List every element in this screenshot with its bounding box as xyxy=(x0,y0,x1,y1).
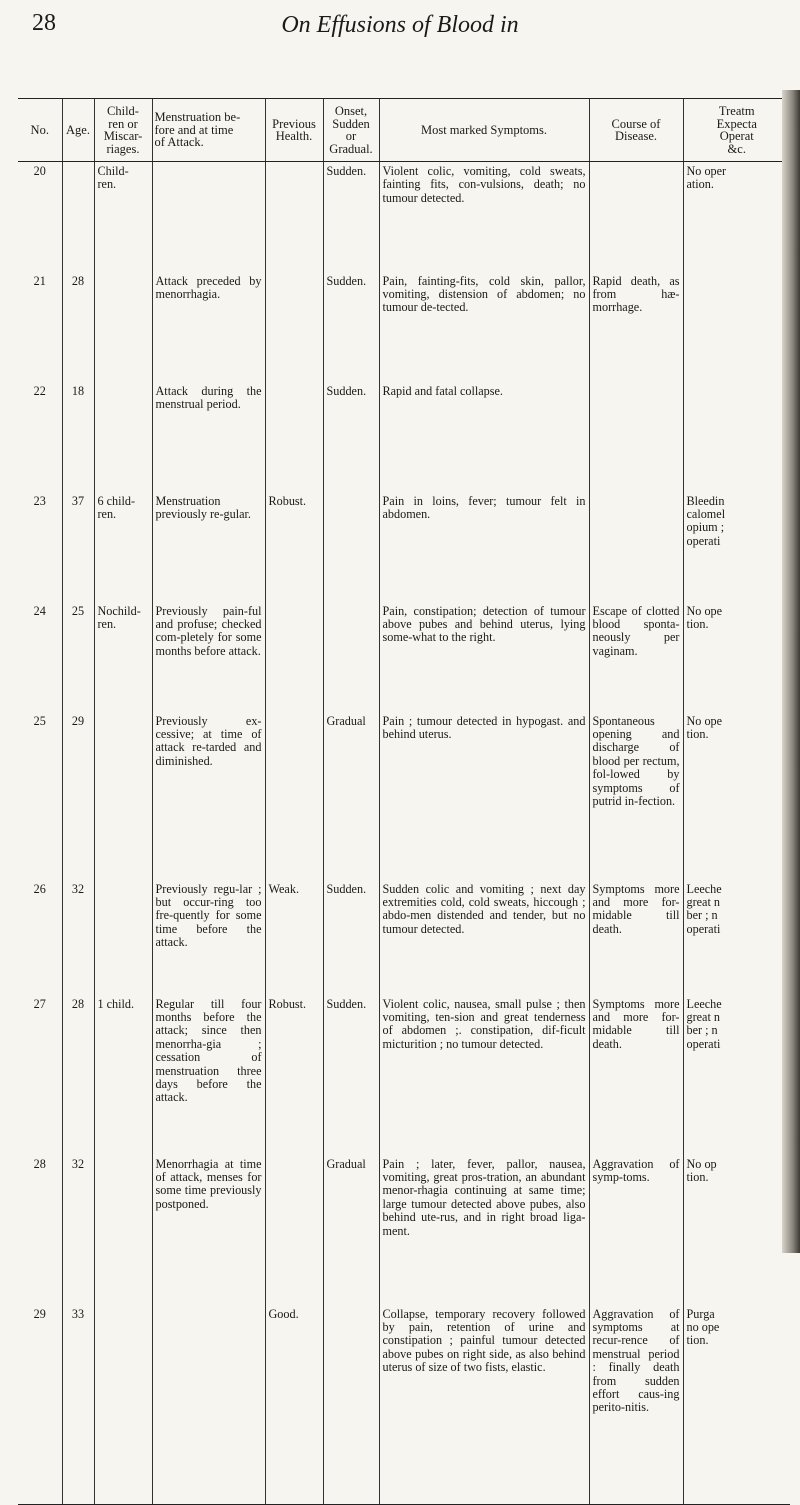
header-row xyxy=(18,99,790,162)
running-head: On Effusions of Blood in xyxy=(281,12,519,38)
health-cell xyxy=(265,1155,323,1305)
treatment-cell xyxy=(683,382,790,492)
table-row xyxy=(18,1155,790,1305)
symptoms-cell: Violent colic, nausea, small pulse ; then vomiting, ten-sion and great tenderness of abdomen ;. constipation, dif-ficult micturition ; no tumour detected. xyxy=(379,995,589,1155)
children-cell xyxy=(94,272,152,382)
course-cell: Spontaneous opening and discharge of blood per rectum, fol-lowed by symptoms of putrid in-fection. xyxy=(589,712,683,880)
course-cell: Aggravation of symp-toms. xyxy=(589,1155,683,1305)
children-cell: 6 child- ren. xyxy=(94,492,152,602)
age-cell: 29 xyxy=(62,712,94,880)
table-row xyxy=(18,382,790,492)
col-header-age: Age. xyxy=(62,99,94,162)
symptoms-cell: Pain, fainting-fits, cold skin, pallor, vomiting, distension of abdomen; no tumour de-tected. xyxy=(379,272,589,382)
course-cell: Escape of clotted blood sponta-neously per vaginam. xyxy=(589,602,683,712)
symptoms-cell: Sudden colic and vomiting ; next day extremities cold, cold sweats, hiccough ; abdo-men distended and tender, but no tumour detected. xyxy=(379,880,589,995)
col-header-course: Course of Disease. xyxy=(589,99,683,162)
symptoms-cell: Pain in loins, fever; tumour felt in abdomen. xyxy=(379,492,589,602)
age-cell: 25 xyxy=(62,602,94,712)
health-cell: Good. xyxy=(265,1305,323,1505)
onset-cell: Sudden. xyxy=(323,880,379,995)
case-number: 27 xyxy=(33,996,46,1011)
symptoms-cell: Collapse, temporary recovery followed by pain, retention of urine and constipation ; painful tumour detected above pubes on right side, as also behind uterus of size of two fists, elastic. xyxy=(379,1305,589,1505)
health-cell xyxy=(265,162,323,272)
table-row xyxy=(18,712,790,880)
table-row xyxy=(18,492,790,602)
case-number: 23 xyxy=(33,493,46,508)
onset-cell: Gradual xyxy=(323,712,379,880)
health-cell xyxy=(265,712,323,880)
col-header-treatment: Treatm Expecta Operat &c. xyxy=(683,99,790,162)
treatment-cell: No op tion. xyxy=(683,1155,790,1305)
age-cell: 33 xyxy=(62,1305,94,1505)
health-cell xyxy=(265,382,323,492)
onset-cell xyxy=(323,492,379,602)
children-cell: 1 child. xyxy=(94,995,152,1155)
health-cell xyxy=(265,602,323,712)
age-cell: 32 xyxy=(62,1155,94,1305)
age-cell: 28 xyxy=(62,995,94,1155)
menstruation-cell: Previously ex-cessive; at time of attack re-tarded and diminished. xyxy=(152,712,265,880)
health-cell xyxy=(265,272,323,382)
menstruation-cell xyxy=(152,1305,265,1505)
children-cell xyxy=(94,712,152,880)
case-number: 20 xyxy=(33,164,46,178)
health-cell: Weak. xyxy=(265,880,323,995)
symptoms-cell: Pain ; later, fever, pallor, nausea, vomiting, great pros-tration, an abundant menor-rhagia continuing at same time; large tumour detected above pubes, also behind ute-rus, and in right broad liga-ment. xyxy=(379,1155,589,1305)
age-cell: 37 xyxy=(62,492,94,602)
children-cell xyxy=(94,1305,152,1505)
age-cell: 18 xyxy=(62,382,94,492)
menstruation-cell: Menorrhagia at time of attack, menses for some time previously postponed. xyxy=(152,1155,265,1305)
onset-cell: Sudden. xyxy=(323,382,379,492)
health-cell: Robust. xyxy=(265,995,323,1155)
onset-cell: Sudden. xyxy=(323,995,379,1155)
symptoms-cell: Pain, constipation; detection of tumour above pubes and behind uterus, lying some-what to the right. xyxy=(379,602,589,712)
table-row xyxy=(18,602,790,712)
course-cell: Symptoms more and more for-midable till death. xyxy=(589,995,683,1155)
treatment-cell: Leeche great n ber ; n operati xyxy=(683,880,790,995)
children-cell xyxy=(94,382,152,492)
case-number: 25 xyxy=(33,713,46,728)
treatment-cell: No ope tion. xyxy=(683,712,790,880)
menstruation-cell xyxy=(152,162,265,272)
treatment-cell: No ope tion. xyxy=(683,602,790,712)
col-header-health: Previous Health. xyxy=(265,99,323,162)
course-cell xyxy=(589,382,683,492)
menstruation-cell: Previously pain-ful and profuse; checked com-pletely for some months before attack. xyxy=(152,602,265,712)
case-number: 28 xyxy=(33,1156,46,1171)
page-number: 28 xyxy=(32,10,56,36)
children-cell xyxy=(94,880,152,995)
course-cell: Symptoms more and more for-midable till death. xyxy=(589,880,683,995)
age-cell: 28 xyxy=(62,272,94,382)
col-header-symptoms: Most marked Symptoms. xyxy=(379,99,589,162)
col-header-no: No. xyxy=(18,99,62,162)
case-number: 22 xyxy=(33,383,46,398)
onset-cell xyxy=(323,1305,379,1505)
case-number: 21 xyxy=(33,273,46,288)
symptoms-cell: Rapid and fatal collapse. xyxy=(379,382,589,492)
age-cell: 32 xyxy=(62,880,94,995)
menstruation-cell: Attack during the menstrual period. xyxy=(152,382,265,492)
children-cell: Nochild- ren. xyxy=(94,602,152,712)
table-row xyxy=(18,995,790,1155)
course-cell: Aggravation of symptoms at recur-rence of menstrual period : finally death from sudden effort caus-ing perito-nitis. xyxy=(589,1305,683,1505)
case-number: 29 xyxy=(18,1305,62,1505)
health-cell: Robust. xyxy=(265,492,323,602)
treatment-cell: Purga no ope tion. xyxy=(683,1305,790,1505)
treatment-cell: No oper ation. xyxy=(683,162,790,272)
table-row xyxy=(18,162,790,272)
onset-cell: Sudden. xyxy=(323,162,379,272)
course-cell: Rapid death, as from hæ-morrhage. xyxy=(589,272,683,382)
course-cell xyxy=(589,492,683,602)
treatment-cell: Leeche great n ber ; n operati xyxy=(683,995,790,1155)
table-row xyxy=(18,1305,790,1505)
menstruation-cell: Regular till four months before the attack; since then menorrha-gia ; cessation of menstruation three days before the attack. xyxy=(152,995,265,1155)
treatment-cell: Bleedin calomel opium ; operati xyxy=(683,492,790,602)
menstruation-cell: Attack preceded by menorrhagia. xyxy=(152,272,265,382)
col-header-children: Child- ren or Miscar- riages. xyxy=(94,99,152,162)
age-cell xyxy=(62,162,94,272)
table-body xyxy=(18,162,790,1505)
onset-cell: Sudden. xyxy=(323,272,379,382)
children-cell xyxy=(94,1155,152,1305)
children-cell: Child- ren. xyxy=(94,162,152,272)
onset-cell xyxy=(323,602,379,712)
col-header-onset: Onset, Sudden or Gradual. xyxy=(323,99,379,162)
treatment-cell xyxy=(683,272,790,382)
menstruation-cell: Menstruation previously re-gular. xyxy=(152,492,265,602)
col-header-menstruation: Menstruation be- fore and at time of Attack. xyxy=(152,99,265,162)
symptoms-cell: Pain ; tumour detected in hypogast. and behind uterus. xyxy=(379,712,589,880)
table-row xyxy=(18,880,790,995)
course-cell xyxy=(589,162,683,272)
case-table xyxy=(18,98,790,1505)
case-number: 24 xyxy=(33,603,46,618)
table-row xyxy=(18,272,790,382)
page-edge-shadow xyxy=(782,90,800,1253)
onset-cell: Gradual xyxy=(323,1155,379,1305)
case-number: 26 xyxy=(33,881,46,896)
symptoms-cell: Violent colic, vomiting, cold sweats, fainting fits, con-vulsions, death; no tumour detected. xyxy=(379,162,589,272)
menstruation-cell: Previously regu-lar ; but occur-ring too fre-quently for some time before the attack. xyxy=(152,880,265,995)
